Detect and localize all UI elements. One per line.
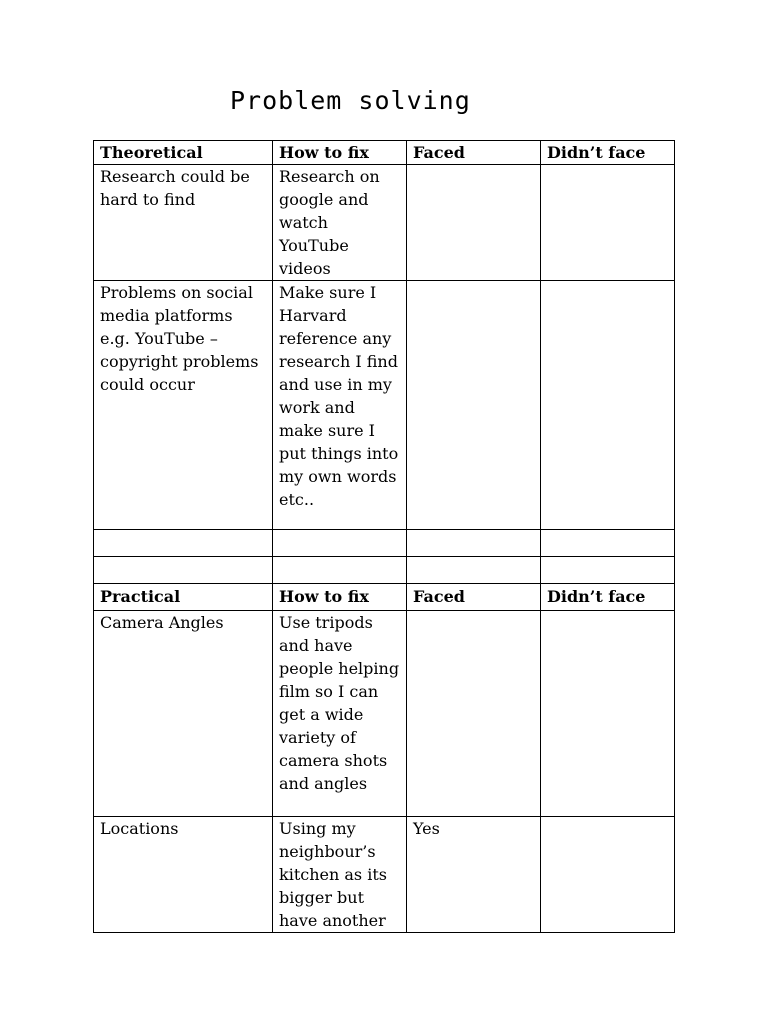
table-row — [94, 611, 675, 817]
didnt-face-header-cell: Didn’t face — [541, 141, 675, 165]
table-row — [94, 281, 675, 530]
didnt-face-cell — [541, 165, 675, 281]
how-to-fix-header-cell: How to fix — [273, 584, 407, 611]
problem-cell: Problems on social media platforms e.g. YouTube – copyright problems could occur — [94, 281, 273, 530]
empty-cell — [273, 530, 407, 557]
faced-cell — [407, 281, 541, 530]
table-row — [94, 817, 675, 933]
fix-cell: Using my neighbour’s kitchen as its bigger but have another — [273, 817, 407, 933]
empty-cell — [407, 557, 541, 584]
didnt-face-header-cell: Didn’t face — [541, 584, 675, 611]
problem-cell: Research could be hard to find — [94, 165, 273, 281]
faced-cell — [407, 611, 541, 817]
practical-header-row — [94, 584, 675, 611]
theoretical-header-cell: Theoretical — [94, 141, 273, 165]
didnt-face-cell — [541, 611, 675, 817]
empty-cell — [407, 530, 541, 557]
faced-header-cell: Faced — [407, 584, 541, 611]
empty-cell — [273, 557, 407, 584]
problem-solving-table — [93, 140, 675, 933]
empty-row — [94, 557, 675, 584]
table-row — [94, 165, 675, 281]
faced-header-cell: Faced — [407, 141, 541, 165]
problem-cell: Camera Angles — [94, 611, 273, 817]
didnt-face-cell — [541, 281, 675, 530]
page-title: Problem solving — [230, 86, 471, 115]
problem-cell: Locations — [94, 817, 273, 933]
faced-cell: Yes — [407, 817, 541, 933]
theoretical-header-row — [94, 141, 675, 165]
empty-cell — [541, 530, 675, 557]
faced-cell — [407, 165, 541, 281]
didnt-face-cell — [541, 817, 675, 933]
empty-cell — [541, 557, 675, 584]
practical-header-cell: Practical — [94, 584, 273, 611]
fix-cell: Make sure I Harvard reference any research I find and use in my work and make sure I put things into my own words etc.. — [273, 281, 407, 530]
fix-cell: Research on google and watch YouTube videos — [273, 165, 407, 281]
empty-cell — [94, 530, 273, 557]
how-to-fix-header-cell: How to fix — [273, 141, 407, 165]
empty-cell — [94, 557, 273, 584]
empty-row — [94, 530, 675, 557]
fix-cell: Use tripods and have people helping film so I can get a wide variety of camera shots and angles — [273, 611, 407, 817]
